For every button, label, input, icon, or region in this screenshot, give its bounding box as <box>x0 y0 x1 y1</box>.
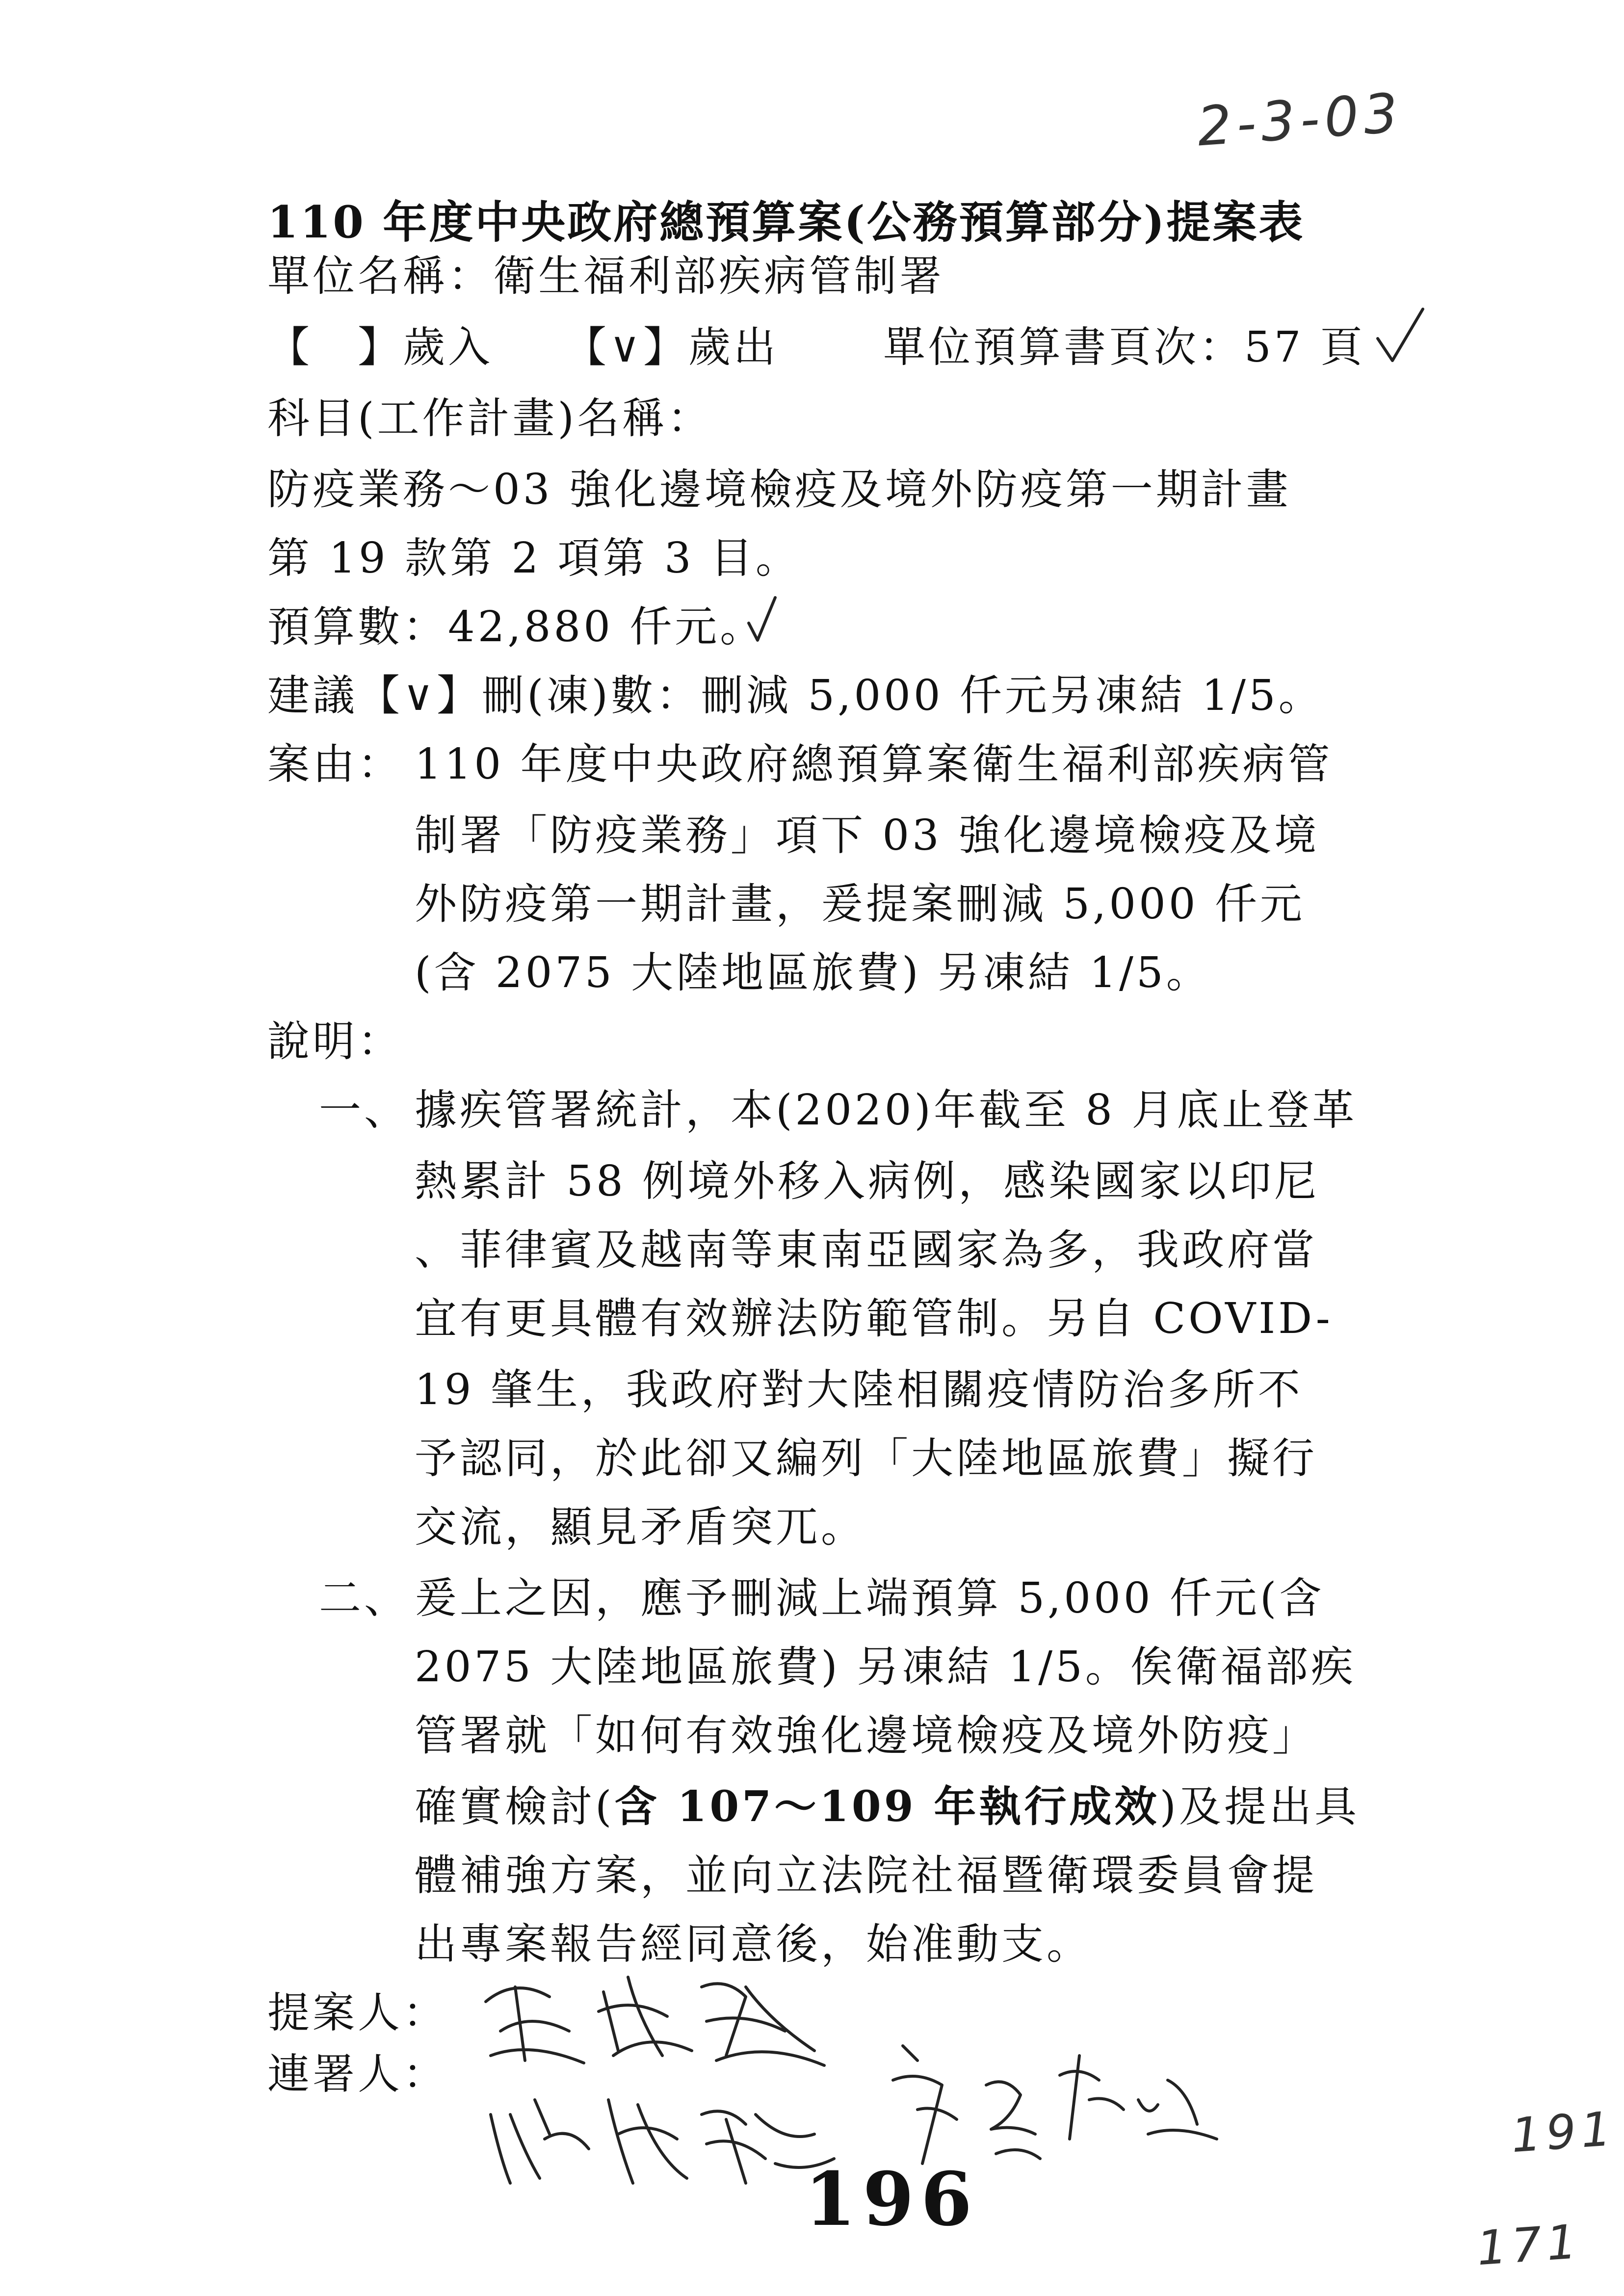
item-1-line-3: 、菲律賓及越南等東南亞國家為多，我政府當 <box>415 1226 1317 1275</box>
revenue-checkbox: 【 】歲入 <box>267 323 493 372</box>
item-2-line-5: 體補強方案，並向立法院社福暨衛環委員會提 <box>415 1851 1317 1900</box>
handwritten-code: 2-3-03 <box>1195 81 1405 158</box>
unit-name: 單位名稱：衛生福利部疾病管制署 <box>267 252 944 301</box>
expense-checkbox: 【∨】歲出 <box>564 323 779 372</box>
page-number: 196 <box>805 2156 979 2243</box>
item-1-line-4: 宜有更具體有效辦法防範管制。另自 COVID- <box>415 1294 1333 1343</box>
reason-label: 案由： <box>267 740 403 789</box>
suggestion: 建議【∨】刪(凍)數：刪減 5,000 仟元另凍結 1/5。 <box>267 671 1324 720</box>
checkmark-icon <box>746 594 780 648</box>
explanation-label: 說明： <box>267 1017 403 1066</box>
proposer-signature <box>471 1957 844 2070</box>
item-2-line-2: 2075 大陸地區旅費) 另凍結 1/5。俟衛福部疾 <box>415 1643 1356 1692</box>
margin-note-1: 191 <box>1509 2101 1618 2164</box>
item-1-line-7: 交流，顯見矛盾突兀。 <box>415 1503 866 1552</box>
proposer-label: 提案人： <box>267 1988 448 2037</box>
reason-line-1: 110 年度中央政府總預算案衛生福利部疾病管 <box>415 740 1333 789</box>
subject-line-1: 防疫業務～03 強化邊境檢疫及境外防疫第一期計畫 <box>267 465 1291 514</box>
item-2-line-4-after: )及提出具 <box>1159 1782 1360 1831</box>
document-title: 110 年度中央政府總預算案(公務預算部分)提案表 <box>267 196 1305 248</box>
item-1-marker: 一、 <box>319 1086 409 1135</box>
subject-line-2: 第 19 款第 2 項第 3 目。 <box>267 534 801 583</box>
item-2-line-4 <box>415 1782 1360 1831</box>
item-1-line-1: 據疾管署統計，本(2020)年截至 8 月底止登革 <box>415 1086 1358 1135</box>
reason-line-2: 制署「防疫業務」項下 03 強化邊境檢疫及境 <box>415 811 1320 860</box>
item-1-line-5: 19 肇生，我政府對大陸相關疫情防治多所不 <box>415 1365 1303 1414</box>
cosigner-signature-2 <box>873 2026 1227 2173</box>
item-2-line-6: 出專案報告經同意後，始准動支。 <box>415 1920 1092 1969</box>
item-2-line-4-bold: 含 107～109 年執行成效 <box>614 1782 1160 1831</box>
margin-note-2: 171 <box>1475 2214 1583 2276</box>
item-1-line-6: 予認同，於此卻又編列「大陸地區旅費」擬行 <box>415 1434 1317 1483</box>
budget-book-page: 單位預算書頁次：57 頁 <box>883 323 1365 372</box>
checkmark-icon <box>1374 304 1428 368</box>
reason-line-3: 外防疫第一期計畫，爰提案刪減 5,000 仟元 <box>415 880 1305 929</box>
cosigner-label: 連署人： <box>267 2050 448 2099</box>
item-2-marker: 二、 <box>319 1574 409 1623</box>
item-2-line-1: 爰上之因，應予刪減上端預算 5,000 仟元(含 <box>415 1574 1325 1623</box>
reason-line-4: (含 2075 大陸地區旅費) 另凍結 1/5。 <box>415 948 1211 997</box>
subject-label: 科目(工作計畫)名稱： <box>267 394 713 443</box>
item-2-line-3: 管署就「如何有效強化邊境檢疫及境外防疫」 <box>415 1711 1317 1760</box>
item-2-line-4-before: 確實檢討( <box>415 1782 615 1831</box>
item-1-line-2: 熱累計 58 例境外移入病例，感染國家以印尼 <box>415 1157 1320 1206</box>
budget-amount: 預算數：42,880 仟元。 <box>267 602 765 652</box>
